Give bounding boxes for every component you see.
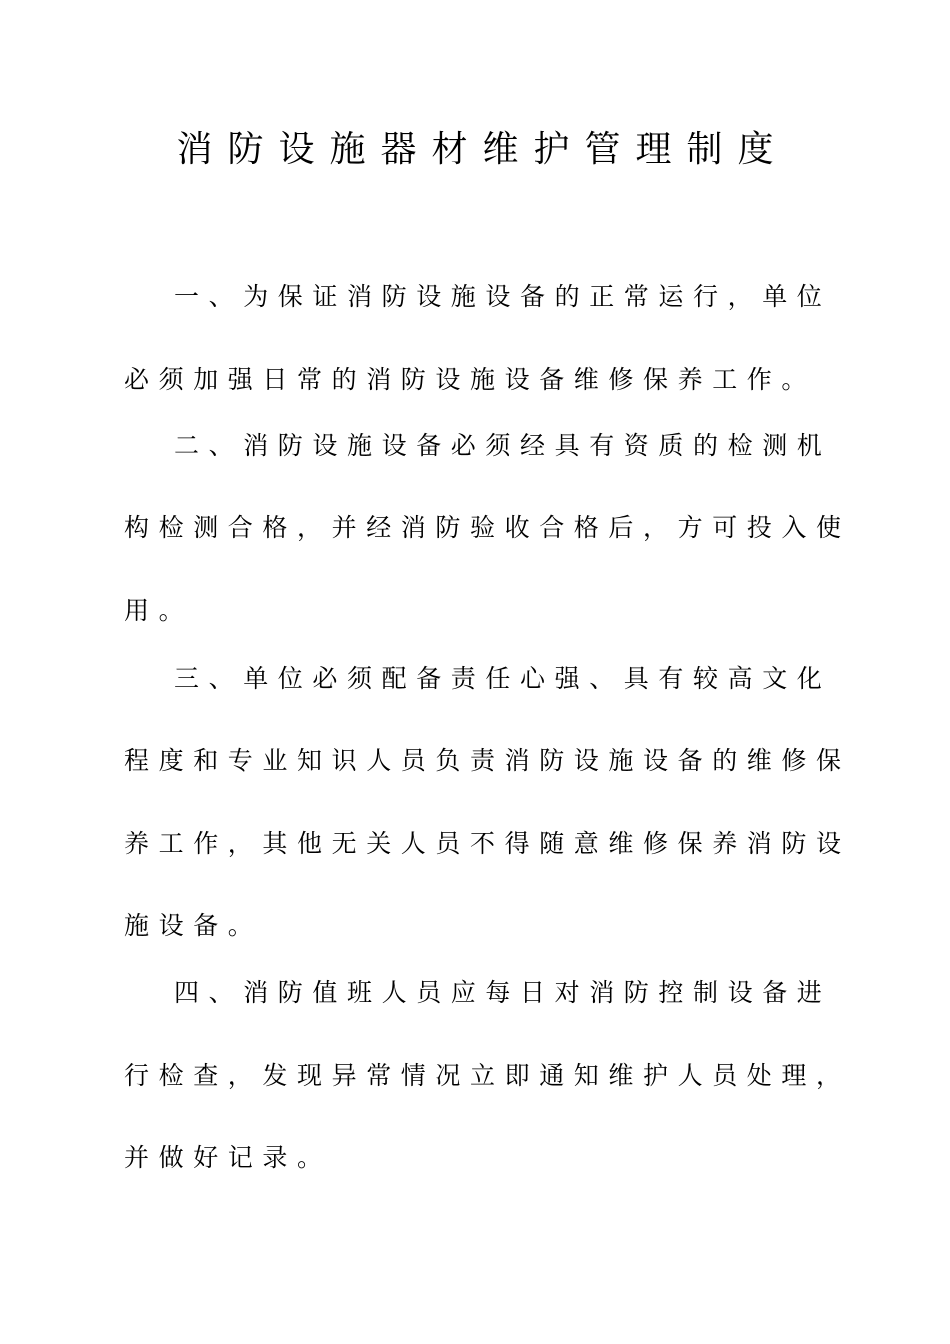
paragraph-3-line-4: 施设备。 — [124, 911, 263, 940]
paragraph-2-line-1: 二、消防设施设备必须经具有资质的检测机 — [174, 431, 832, 460]
paragraph-1-line-2: 必须加强日常的消防设施设备维修保养工作。 — [124, 365, 817, 394]
paragraph-4-line-3: 并做好记录。 — [124, 1143, 332, 1172]
paragraph-2-line-3: 用。 — [124, 596, 194, 625]
paragraph-2-line-2: 构检测合格，并经消防验收合格后，方可投入使 — [124, 513, 851, 542]
paragraph-4-line-1: 四、消防值班人员应每日对消防控制设备进 — [174, 978, 832, 1007]
paragraph-4-line-2: 行检查，发现异常情况立即通知维护人员处理， — [124, 1061, 851, 1090]
document-title: 消防设施器材维护管理制度 — [176, 129, 789, 170]
paragraph-1-line-1: 一、为保证消防设施设备的正常运行，单位 — [174, 282, 832, 311]
paragraph-3-line-3: 养工作，其他无关人员不得随意维修保养消防设 — [124, 829, 851, 858]
paragraph-3-line-1: 三、单位必须配备责任心强、具有较高文化 — [174, 664, 832, 693]
paragraph-3-line-2: 程度和专业知识人员负责消防设施设备的维修保 — [124, 746, 851, 775]
